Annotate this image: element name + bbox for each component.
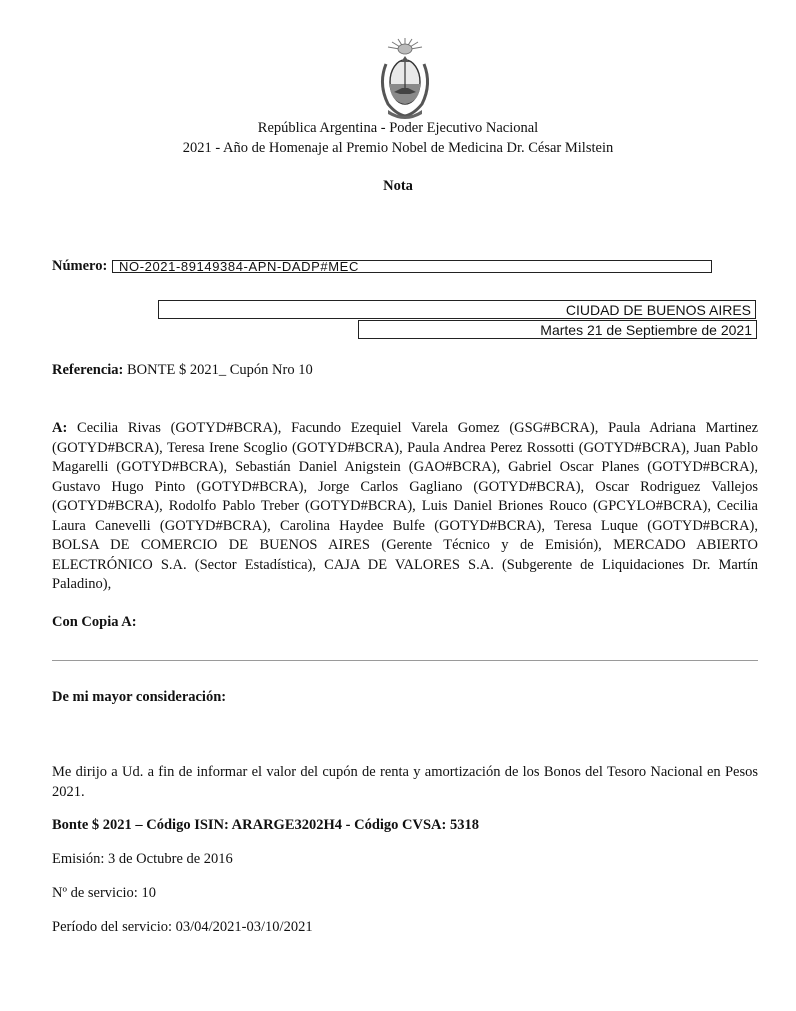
coat-of-arms-seal bbox=[374, 36, 436, 120]
salutation: De mi mayor consideración: bbox=[52, 689, 227, 705]
body-intro: Me dirijo a Ud. a fin de informar el valor del cupón de renta y amortización de los Bonos del Tesoro Nacional en Pesos 2021. bbox=[52, 764, 758, 800]
divider bbox=[52, 660, 758, 661]
bonte-heading: Bonte $ 2021 – Código ISIN: ARARGE3202H4 - Código CVSA: 5318 bbox=[52, 817, 479, 833]
servicio-line: Nº de servicio: 10 bbox=[52, 885, 156, 901]
numero-box bbox=[112, 260, 712, 273]
date-box bbox=[358, 320, 757, 339]
referencia-value: BONTE $ 2021_ Cupón Nro 10 bbox=[123, 362, 313, 378]
referencia bbox=[52, 362, 313, 379]
con-copia-label: Con Copia A: bbox=[52, 614, 137, 630]
destinatarios bbox=[52, 419, 758, 595]
referencia-label: Referencia: bbox=[52, 362, 124, 378]
header-line-1: República Argentina - Poder Ejecutivo Nacional bbox=[257, 120, 539, 136]
numero-row bbox=[52, 258, 712, 276]
emision-line: Emisión: 3 de Octubre de 2016 bbox=[52, 851, 233, 867]
document-type-title: Nota bbox=[383, 178, 413, 194]
location-box bbox=[158, 300, 756, 319]
numero-label: Número: bbox=[52, 258, 108, 274]
numero-value: NO-2021-89149384-APN-DADP#MEC bbox=[119, 260, 359, 273]
destinatarios-list: Cecilia Rivas (GOTYD#BCRA), Facundo Ezequiel Varela Gomez (GSG#BCRA), Paula Adriana Martinez (GOTYD#BCRA), Teresa Irene Scoglio (GOTYD#BCRA), Paula Andrea Perez Rossotti (GOTYD#BCRA), Juan Pablo Magarelli (GOTYD#BCRA), Sebastián Daniel Anigstein (GAO#BCRA), Gabriel Oscar Planes (GOTYD#BCRA), Gustavo Hugo Pinto (GOTYD#BCRA), Jorge Carlos Gagliano (GOTYD#BCRA), Oscar Rodriguez Vallejos (GOTYD#BCRA), Rodolfo Pablo Treber (GOTYD#BCRA), Luis Daniel Briones Rouco (GPCYLO#BCRA), Cecilia Laura Canevelli (GOTYD#BCRA), Carolina Haydee Bulfe (GOTYD#BCRA), Teresa Luque (GOTYD#BCRA), BOLSA DE COMERCIO DE BUENOS AIRES (Gerente Técnico y de Emisión), MERCADO ABIERTO ELECTRÓNICO S.A. (Sector Estadística), CAJA DE VALORES S.A. (Subgerente de Liquidaciones Dr. Martín Paladino), bbox=[52, 420, 758, 592]
destinatarios-label: A: bbox=[52, 420, 68, 436]
location-text: CIUDAD DE BUENOS AIRES bbox=[565, 302, 751, 318]
header-line-2: 2021 - Año de Homenaje al Premio Nobel de Medicina Dr. César Milstein bbox=[182, 140, 614, 156]
periodo-line: Período del servicio: 03/04/2021-03/10/2021 bbox=[52, 919, 313, 935]
date-text: Martes 21 de Septiembre de 2021 bbox=[540, 322, 752, 338]
